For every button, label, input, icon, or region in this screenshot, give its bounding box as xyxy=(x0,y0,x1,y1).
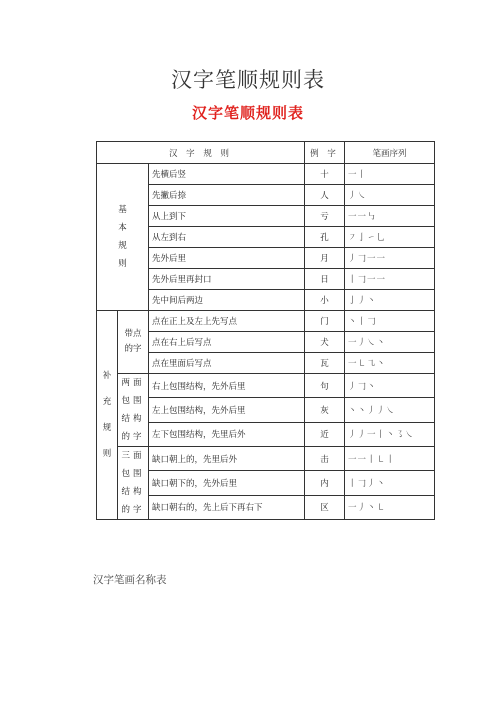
rule-cell: 左下包围结构，先里后外 xyxy=(149,422,305,446)
basic-rules-group-label xyxy=(97,164,149,311)
group-label-char: 本 xyxy=(118,223,127,233)
example-cell: 十 xyxy=(305,164,345,185)
rule-cell: 点在右上后写点 xyxy=(149,332,305,353)
strokes-cell: 一丿㇏丶 xyxy=(345,332,435,353)
rule-cell: 从上到下 xyxy=(149,206,305,227)
header-order: 笔画序列 xyxy=(345,142,435,164)
table-row xyxy=(97,311,435,332)
example-cell: 日 xyxy=(305,269,345,290)
strokes-cell: 一一㇉ xyxy=(345,206,435,227)
example-cell: 人 xyxy=(305,185,345,206)
strokes-cell: 亅丿丶 xyxy=(345,290,435,311)
group-label-char: 基 xyxy=(118,205,127,215)
strokes-cell: 一一丨㇄丨 xyxy=(345,447,435,471)
header-rule: 汉 字 规 则 xyxy=(97,142,305,164)
example-cell: 句 xyxy=(305,374,345,398)
example-cell: 犬 xyxy=(305,332,345,353)
group-label-char: 规 xyxy=(102,423,112,433)
supplementary-rules-group-label xyxy=(97,311,118,520)
example-cell: 内 xyxy=(305,471,345,495)
strokes-cell: 一丨 xyxy=(345,164,435,185)
rule-cell: 点在正上及左上先写点 xyxy=(149,311,305,332)
subgroup-label-three-side: 三面包围结构的字 xyxy=(118,447,149,520)
strokes-cell: 一丿丶㇄ xyxy=(345,495,435,519)
example-cell: 亏 xyxy=(305,206,345,227)
subgroup-label-dot: 带点的字 xyxy=(118,311,149,374)
rule-cell: 缺口朝下的，先外后里 xyxy=(149,471,305,495)
strokes-cell: 丿𠃌一一 xyxy=(345,248,435,269)
group-label-char: 充 xyxy=(102,397,112,407)
strokes-cell: 丨𠃌丿丶 xyxy=(345,471,435,495)
group-label-char: 则 xyxy=(102,449,112,459)
strokes-cell: 丶丨𠃌 xyxy=(345,311,435,332)
table-header-row xyxy=(97,142,435,164)
rule-cell: 先外后里再封口 xyxy=(149,269,305,290)
subgroup-label-two-side: 两面包围结构的字 xyxy=(118,374,149,447)
example-cell: 区 xyxy=(305,495,345,519)
rule-cell: 缺口朝上的，先里后外 xyxy=(149,447,305,471)
strokes-cell: 丿丿一丨丶㇌㇏ xyxy=(345,422,435,446)
example-cell: 月 xyxy=(305,248,345,269)
rule-cell: 缺口朝右的，先上后下再右下 xyxy=(149,495,305,519)
group-label-char: 规 xyxy=(118,241,127,251)
strokes-cell: 丿𠃌丶 xyxy=(345,374,435,398)
group-label-char: 补 xyxy=(102,371,112,381)
table-row xyxy=(97,447,435,471)
example-cell: 击 xyxy=(305,447,345,471)
rule-cell: 先中间后两边 xyxy=(149,290,305,311)
example-cell: 小 xyxy=(305,290,345,311)
table-row xyxy=(97,164,435,185)
rule-cell: 从左到右 xyxy=(149,227,305,248)
strokes-cell: 一㇄㇈丶 xyxy=(345,353,435,374)
strokes-cell: 丿㇏ xyxy=(345,185,435,206)
rule-cell: 先外后里 xyxy=(149,248,305,269)
page-title: 汉字笔顺规则表 xyxy=(171,68,325,92)
example-cell: 门 xyxy=(305,311,345,332)
header-example: 例 字 xyxy=(305,142,345,164)
stroke-order-table xyxy=(96,141,435,520)
example-cell: 灰 xyxy=(305,398,345,422)
rule-cell: 先撇后捺 xyxy=(149,185,305,206)
example-cell: 近 xyxy=(305,422,345,446)
rule-cell: 点在里面后写点 xyxy=(149,353,305,374)
strokes-cell: ㇇亅㇀乚 xyxy=(345,227,435,248)
section-title-stroke-names: 汉字笔画名称表 xyxy=(93,574,167,586)
example-cell: 孔 xyxy=(305,227,345,248)
rule-cell: 先横后竖 xyxy=(149,164,305,185)
rule-cell: 左上包围结构，先外后里 xyxy=(149,398,305,422)
page-subtitle: 汉字笔顺规则表 xyxy=(191,104,304,122)
rule-cell: 右上包围结构，先外后里 xyxy=(149,374,305,398)
strokes-cell: 丶丶丿丿㇏ xyxy=(345,398,435,422)
strokes-cell: 丨𠃌一一 xyxy=(345,269,435,290)
example-cell: 瓦 xyxy=(305,353,345,374)
table-row xyxy=(97,374,435,398)
group-label-char: 则 xyxy=(118,259,127,269)
